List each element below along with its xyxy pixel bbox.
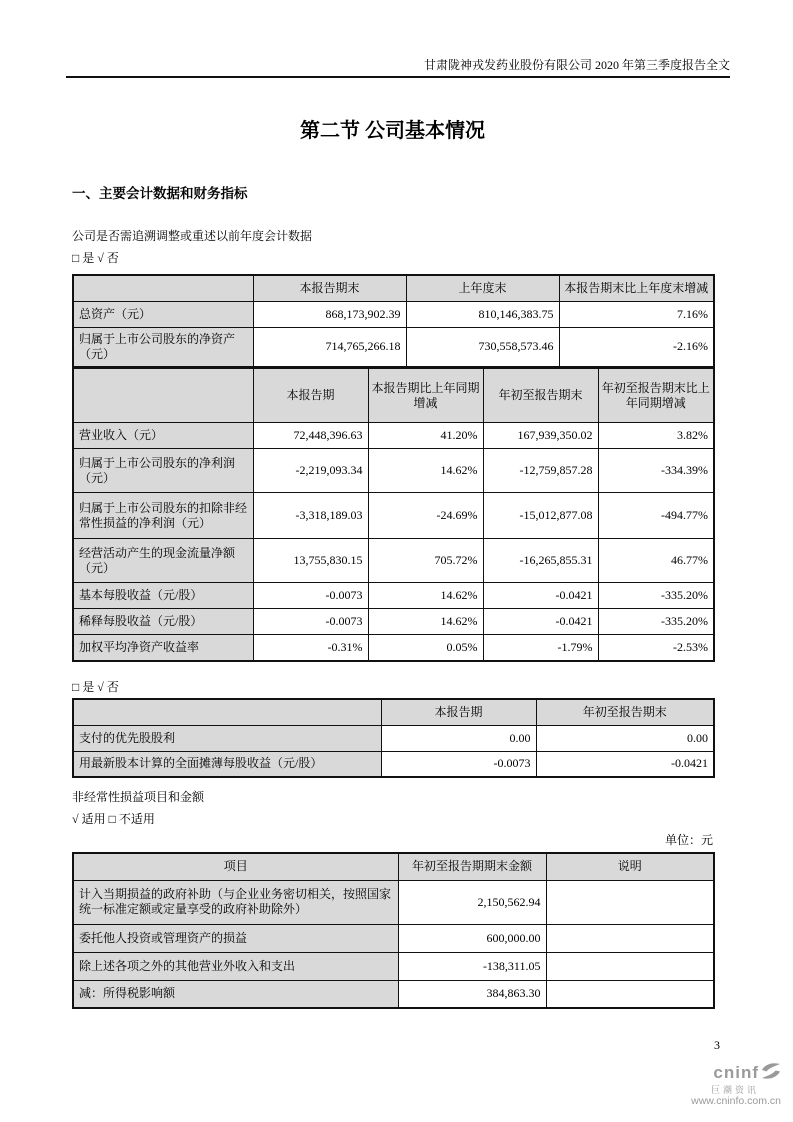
section-heading: 一、主要会计数据和财务指标 — [72, 186, 248, 201]
eps-table — [72, 698, 715, 778]
value-cell: 14.62% — [368, 449, 483, 493]
header-blank-cell — [73, 369, 253, 423]
applicable-checkbox-line: √ 适用 □ 不适用 — [72, 812, 155, 826]
restate-question: 公司是否需追溯调整或重述以前年度会计数据 — [72, 229, 313, 243]
value-cell: -0.0073 — [253, 583, 368, 609]
value-cell: -24.69% — [368, 493, 483, 539]
table-row — [73, 327, 714, 367]
row-label: 委托他人投资或管理资产的损益 — [73, 924, 398, 952]
row-label: 加权平均净资产收益率 — [73, 635, 253, 661]
header-cell: 上年度末 — [406, 275, 559, 301]
value-cell: 0.00 — [536, 725, 714, 751]
table-row — [73, 609, 714, 635]
value-cell: 0.05% — [368, 635, 483, 661]
header-cell: 本报告期末 — [253, 275, 406, 301]
table-header-row — [73, 369, 714, 423]
value-cell: -15,012,877.08 — [483, 493, 598, 539]
value-cell: -0.0421 — [536, 751, 714, 777]
header-blank-cell — [73, 699, 381, 725]
table-header-row — [73, 275, 714, 301]
value-cell: -16,265,855.31 — [483, 539, 598, 583]
row-label: 归属于上市公司股东的净利润（元） — [73, 449, 253, 493]
value-cell: -1.79% — [483, 635, 598, 661]
unit-label: 单位：元 — [664, 833, 713, 847]
reporting-period-table — [72, 368, 715, 662]
value-cell: 3.82% — [598, 423, 714, 449]
value-cell: 14.62% — [368, 583, 483, 609]
page-number: 3 — [714, 1038, 720, 1052]
row-label: 基本每股收益（元/股） — [73, 583, 253, 609]
nonrecurring-heading: 非经常性损益项目和金额 — [72, 790, 205, 804]
value-cell: -494.77% — [598, 493, 714, 539]
note-cell — [546, 952, 714, 980]
row-label: 归属于上市公司股东的净资产（元） — [73, 327, 253, 367]
row-label: 用最新股本计算的全面摊薄每股收益（元/股） — [73, 751, 381, 777]
header-cell: 年初至报告期期末金额 — [398, 853, 546, 880]
row-label: 经营活动产生的现金流量净额（元） — [73, 539, 253, 583]
table-row — [73, 423, 714, 449]
table-header-row — [73, 853, 714, 880]
cninfo-url: www.cninfo.com.cn — [691, 1095, 781, 1108]
value-cell: -0.0421 — [483, 583, 598, 609]
value-cell: 41.20% — [368, 423, 483, 449]
note-cell — [546, 980, 714, 1008]
value-cell: -335.20% — [598, 609, 714, 635]
table-row — [73, 583, 714, 609]
cninfo-brand-text: cninf — [713, 1062, 759, 1082]
header-cell: 本报告期末比上年度末增减 — [559, 275, 714, 301]
value-cell: -0.0073 — [381, 751, 536, 777]
value-cell: 384,863.30 — [398, 980, 546, 1008]
header-cell: 说明 — [546, 853, 714, 880]
value-cell: 167,939,350.02 — [483, 423, 598, 449]
value-cell: -334.39% — [598, 449, 714, 493]
row-label: 归属于上市公司股东的扣除非经常性损益的净利润（元） — [73, 493, 253, 539]
header-cell: 项目 — [73, 853, 398, 880]
value-cell: 14.62% — [368, 609, 483, 635]
row-label: 除上述各项之外的其他营业外收入和支出 — [73, 952, 398, 980]
value-cell: -2,219,093.34 — [253, 449, 368, 493]
note-cell — [546, 880, 714, 924]
yes-no-checkbox-line-2: □ 是 √ 否 — [72, 680, 119, 694]
cninfo-logo — [691, 1062, 781, 1108]
value-cell: 730,558,573.46 — [406, 327, 559, 367]
header-cell: 本报告期 — [381, 699, 536, 725]
value-cell: 7.16% — [559, 301, 714, 327]
header-cell: 本报告期比上年同期增减 — [368, 369, 483, 423]
period-end-table — [72, 274, 715, 368]
value-cell: -0.0073 — [253, 609, 368, 635]
value-cell: 705.72% — [368, 539, 483, 583]
table-row — [73, 449, 714, 493]
value-cell: 46.77% — [598, 539, 714, 583]
table-row — [73, 952, 714, 980]
value-cell: -335.20% — [598, 583, 714, 609]
table-row — [73, 751, 714, 777]
cninfo-swoosh-icon — [761, 1062, 781, 1085]
nonrecurring-table — [72, 852, 715, 1009]
value-cell: -0.0421 — [483, 609, 598, 635]
row-label: 减：所得税影响额 — [73, 980, 398, 1008]
note-cell — [546, 924, 714, 952]
table-row — [73, 980, 714, 1008]
table-row — [73, 635, 714, 661]
value-cell: 600,000.00 — [398, 924, 546, 952]
value-cell: -2.16% — [559, 327, 714, 367]
row-label: 总资产（元） — [73, 301, 253, 327]
row-label: 支付的优先股股利 — [73, 725, 381, 751]
value-cell: 2,150,562.94 — [398, 880, 546, 924]
running-header: 甘肃陇神戎发药业股份有限公司 2020 年第三季度报告全文 — [66, 56, 730, 78]
value-cell: -2.53% — [598, 635, 714, 661]
header-cell: 年初至报告期末 — [536, 699, 714, 725]
cninfo-chinese-name: 巨潮资讯 — [710, 1084, 759, 1095]
value-cell: 72,448,396.63 — [253, 423, 368, 449]
value-cell: -12,759,857.28 — [483, 449, 598, 493]
page-title: 第二节 公司基本情况 — [300, 120, 485, 142]
table-row — [73, 725, 714, 751]
value-cell: 0.00 — [381, 725, 536, 751]
header-cell: 年初至报告期末 — [483, 369, 598, 423]
header-cell: 年初至报告期末比上年同期增减 — [598, 369, 714, 423]
row-label: 营业收入（元） — [73, 423, 253, 449]
value-cell: 714,765,266.18 — [253, 327, 406, 367]
row-label: 稀释每股收益（元/股） — [73, 609, 253, 635]
value-cell: -0.31% — [253, 635, 368, 661]
row-label: 计入当期损益的政府补助（与企业业务密切相关，按照国家统一标准定额或定量享受的政府补助除外） — [73, 880, 398, 924]
table-row — [73, 539, 714, 583]
value-cell: -3,318,189.03 — [253, 493, 368, 539]
table-row — [73, 880, 714, 924]
table-row — [73, 301, 714, 327]
value-cell: 13,755,830.15 — [253, 539, 368, 583]
table-row — [73, 493, 714, 539]
table-row — [73, 924, 714, 952]
value-cell: 868,173,902.39 — [253, 301, 406, 327]
value-cell: -138,311.05 — [398, 952, 546, 980]
yes-no-checkbox-line-1: □ 是 √ 否 — [72, 251, 119, 265]
header-cell: 本报告期 — [253, 369, 368, 423]
header-blank-cell — [73, 275, 253, 301]
table-header-row — [73, 699, 714, 725]
value-cell: 810,146,383.75 — [406, 301, 559, 327]
